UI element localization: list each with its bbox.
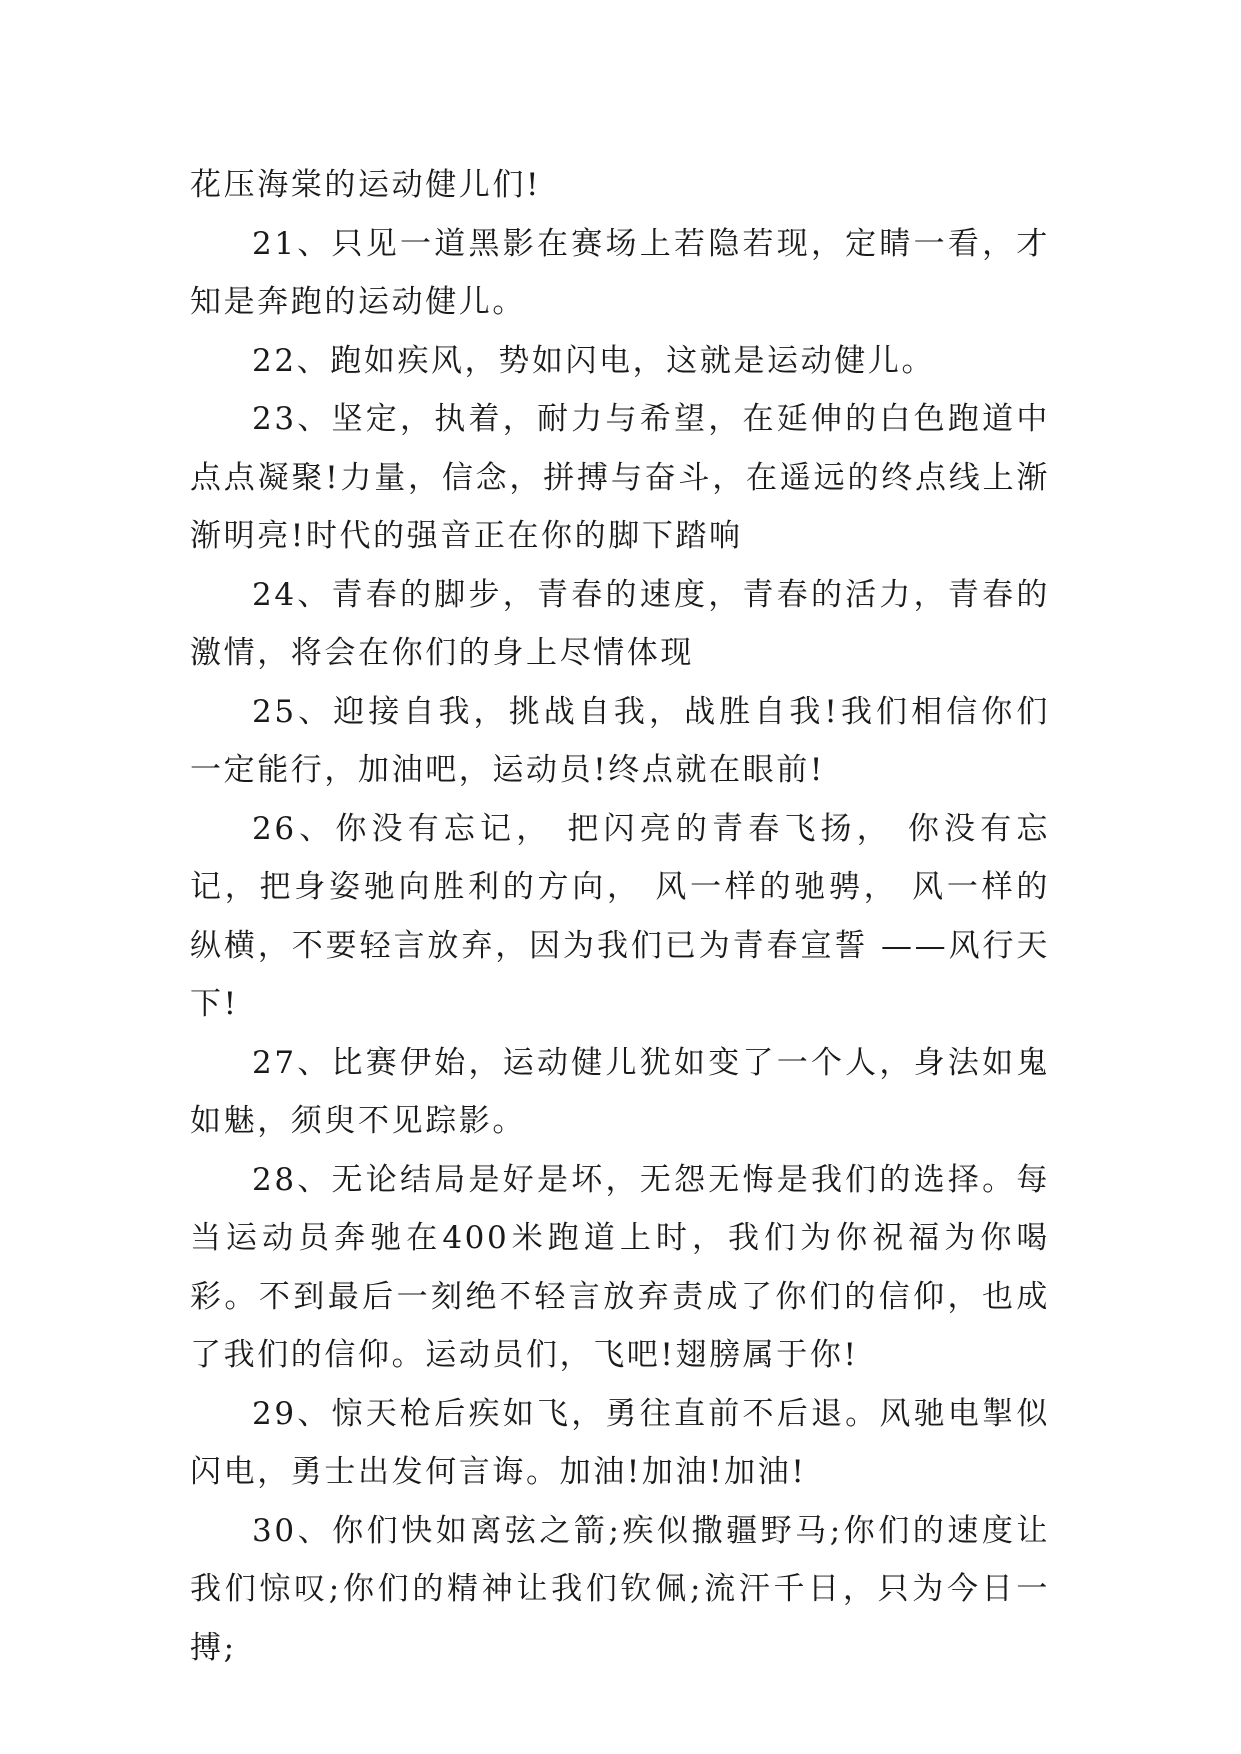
paragraph-28: 28、无论结局是好是坏，无怨无悔是我们的选择。每当运动员奔驰在400米跑道上时，我们为你祝福为你喝彩。不到最后一刻绝不轻言放弃责成了你们的信仰，也成了我们的信仰。运动员们，飞吧!翅膀属于你! [190, 1161, 1050, 1373]
document-body [190, 156, 1050, 1677]
paragraph-25: 25、迎接自我，挑战自我，战胜自我!我们相信你们一定能行，加油吧，运动员!终点就在眼前! [190, 693, 1050, 788]
paragraph-30: 30、你们快如离弦之箭;疾似撒疆野马;你们的速度让我们惊叹;你们的精神让我们钦佩;流汗千日，只为今日一搏; [190, 1512, 1050, 1666]
paragraph-29: 29、惊天枪后疾如飞，勇往直前不后退。风驰电掣似闪电，勇士出发何言诲。加油!加油!加油! [190, 1395, 1050, 1490]
paragraph-22: 22、跑如疾风，势如闪电，这就是运动健儿。 [252, 342, 936, 379]
paragraph-23: 23、坚定，执着，耐力与希望，在延伸的白色跑道中点点凝聚!力量，信念，拼搏与奋斗，在遥远的终点线上渐渐明亮!时代的强音正在你的脚下踏响 [190, 401, 1050, 554]
paragraph-27: 27、比赛伊始，运动健儿犹如变了一个人，身法如鬼如魅，须臾不见踪影。 [190, 1044, 1050, 1139]
paragraph-26: 26、你没有忘记， 把闪亮的青春飞扬， 你没有忘记，把身姿驰向胜利的方向， 风一样的驰骋， 风一样的纵横，不要轻言放弃，因为我们已为青春宣誓 ——风行天下! [190, 810, 1050, 1022]
paragraph-continued: 花压海棠的运动健儿们! [190, 167, 542, 203]
paragraph-21: 21、只见一道黑影在赛场上若隐若现，定睛一看，才知是奔跑的运动健儿。 [190, 225, 1050, 320]
paragraph-24: 24、青春的脚步，青春的速度，青春的活力，青春的激情，将会在你们的身上尽情体现 [190, 576, 1050, 671]
